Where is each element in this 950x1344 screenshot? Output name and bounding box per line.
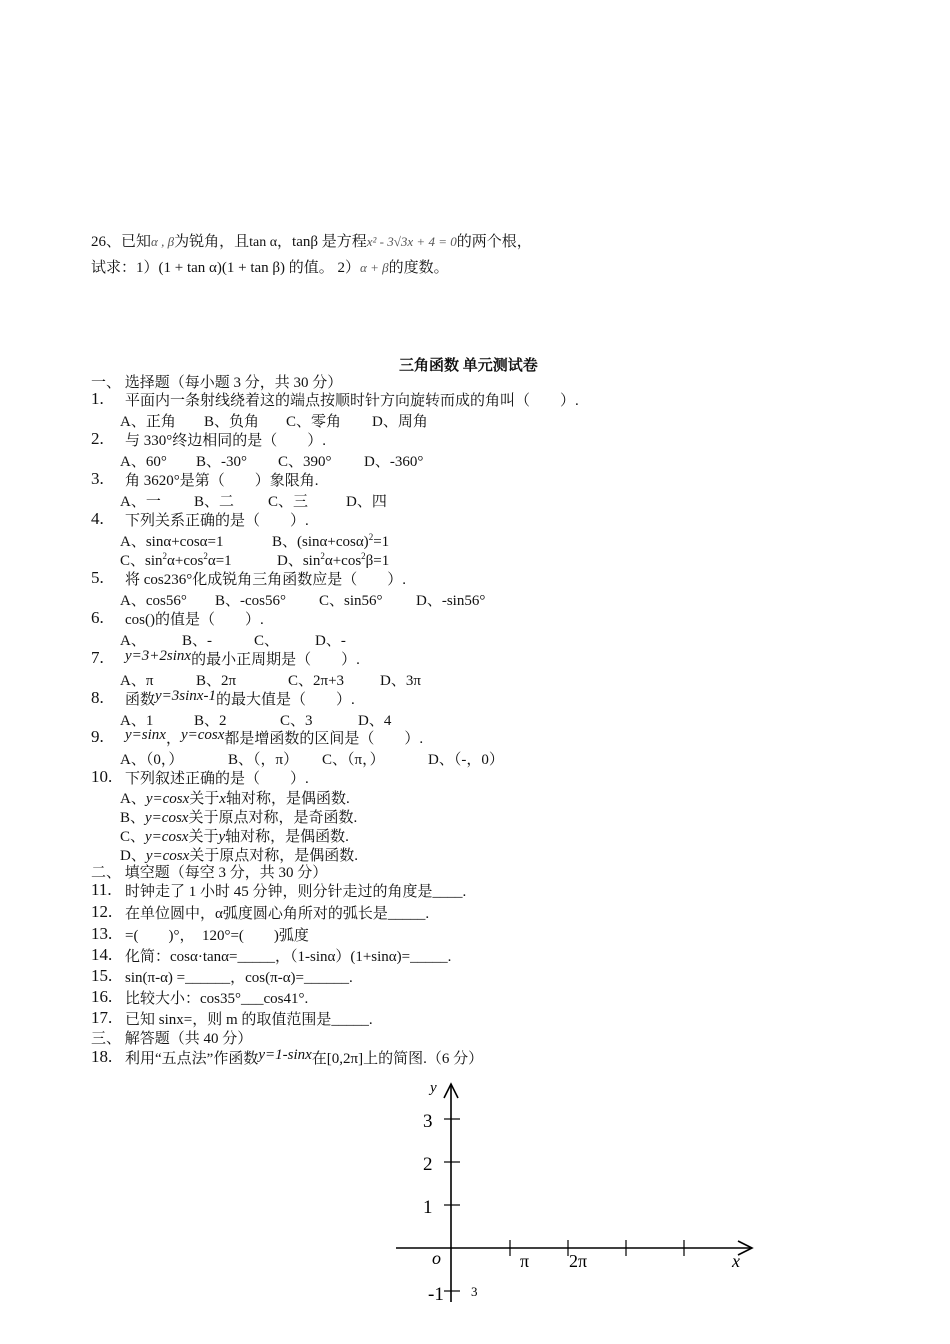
function-expression: y=cosx — [145, 810, 189, 826]
question-5-options — [120, 589, 485, 610]
q26-line1 — [91, 230, 532, 251]
option-d: D、4 — [358, 713, 392, 729]
option-a: A、cos56° — [120, 593, 187, 609]
option-d: D、（-，0） — [428, 752, 504, 768]
option-b: B、2π — [196, 673, 237, 689]
option-text: 关于原点对称，是偶函数. — [189, 848, 359, 864]
question-6 — [91, 608, 264, 629]
option-b: B、二 — [194, 494, 235, 510]
question-4 — [91, 509, 309, 530]
question-text: 平面内一条射线绕着这的端点按顺时针方向旋转而成的角叫（ ）. — [125, 393, 579, 409]
question-7-options — [120, 669, 421, 690]
q26-tan-alpha: tan α — [249, 235, 278, 250]
axis-symbol: y — [218, 829, 226, 845]
section-2-heading: 二、 填空题（每空 3 分，共 30 分） — [91, 865, 328, 881]
function-expression: y=sinx — [125, 727, 166, 743]
question-10-option-c — [120, 825, 349, 846]
q26-text: 的度数。 — [388, 260, 449, 276]
option-a: A、1 — [120, 713, 154, 729]
function-expression: y=cosx — [180, 727, 225, 743]
question-text: 下列关系正确的是（ ）. — [125, 513, 309, 529]
axis-symbol: x — [219, 791, 226, 807]
question-16 — [91, 987, 308, 1008]
option-b-exponent: 2 — [368, 532, 374, 542]
x-tick-label-2pi: 2π — [569, 1251, 588, 1271]
option-c-text: α+cos — [167, 553, 204, 569]
question-number: 4. — [91, 509, 104, 528]
option-b-text: =1 — [373, 534, 390, 550]
question-11 — [91, 880, 466, 901]
q26-sum: α + β — [360, 260, 389, 275]
question-10-option-a — [120, 787, 350, 808]
option-c: C、390° — [278, 454, 332, 470]
option-c: C、（π，） — [322, 752, 385, 768]
option-b: B、- — [182, 633, 213, 649]
question-number: 16. — [91, 987, 113, 1006]
question-9 — [91, 727, 423, 748]
function-expression: y=cosx — [145, 791, 190, 807]
function-expression: y=1-sinx — [258, 1047, 312, 1063]
option-c: C、2π+3 — [288, 673, 345, 689]
question-text: 将 cos236°化成锐角三角函数应是（ ）. — [125, 572, 406, 588]
question-10-option-b — [120, 806, 357, 827]
question-number: 8. — [91, 688, 104, 707]
y-axis-label: y — [430, 1080, 437, 1096]
option-letter: B、 — [120, 810, 146, 826]
option-b: B、-30° — [196, 454, 247, 470]
option-a: A、（0，） — [120, 752, 184, 768]
question-text: 在[0,2π]上的简图.（6 分） — [311, 1051, 484, 1067]
question-4-options-ab — [120, 530, 389, 551]
x-tick-label-pi: π — [520, 1251, 530, 1271]
option-letter: C、 — [120, 829, 146, 845]
question-text: =( )°， 120°=( )弧度 — [125, 928, 309, 944]
option-b-text: B、(sinα+cosα) — [272, 534, 369, 550]
y-tick-label-3: 3 — [423, 1111, 433, 1132]
question-number: 7. — [91, 648, 104, 667]
option-d: D、四 — [346, 494, 387, 510]
question-number: 5. — [91, 568, 104, 587]
y-tick-label-1: 1 — [423, 1197, 433, 1218]
q26-text: ，tanβ 是方程 — [277, 234, 367, 250]
section-3-heading: 三、 解答题（共 40 分） — [91, 1031, 253, 1047]
q26-text: 试求：1）(1 + tan α)(1 + tan β) 的值。 2） — [91, 260, 361, 276]
question-text: 比较大小：cos35°___cos41°. — [125, 991, 309, 1007]
question-6-options — [120, 629, 346, 650]
function-expression: y=cosx — [145, 829, 189, 845]
question-text: 时钟走了 1 小时 45 分钟，则分针走过的角度是____. — [125, 884, 467, 900]
option-text: 轴对称，是偶函数. — [225, 791, 350, 807]
x-axis-label: x — [732, 1251, 740, 1271]
option-c-text: α=1 — [207, 553, 232, 569]
question-number: 13. — [91, 924, 113, 943]
option-b: B、2 — [194, 713, 227, 729]
question-17 — [91, 1008, 373, 1029]
question-12 — [91, 902, 429, 923]
question-text: 角 3620°是第（ ）象限角. — [125, 473, 319, 489]
option-d-text: α+cos — [324, 553, 362, 569]
question-3 — [91, 469, 319, 490]
option-a: A、正角 — [120, 414, 176, 430]
option-a: A、 — [120, 633, 146, 649]
option-d-text: β=1 — [365, 553, 390, 569]
option-d-text: D、sin — [277, 553, 321, 569]
question-3-options — [120, 490, 387, 511]
y-tick-label-neg1: -1 — [428, 1284, 444, 1305]
option-c — [120, 549, 277, 570]
question-4-options-cd — [120, 549, 389, 570]
q26-line2 — [91, 256, 449, 277]
question-number: 3. — [91, 469, 104, 488]
coordinate-axes-graph — [380, 1070, 770, 1310]
question-14 — [91, 945, 451, 966]
question-13 — [91, 924, 309, 945]
question-text: 的最小正周期是（ ）. — [191, 652, 360, 668]
question-8 — [91, 688, 355, 709]
option-d: D、-360° — [364, 454, 424, 470]
section-1-heading: 一、 选择题（每小题 3 分，共 30 分） — [91, 375, 343, 391]
option-c: C、 — [254, 633, 280, 649]
option-letter: D、 — [120, 848, 146, 864]
option-text: 关于 — [189, 791, 220, 807]
question-text: 利用“五点法”作函数 — [125, 1051, 259, 1067]
option-d-exponent: 2 — [361, 551, 366, 561]
option-b: B、（，π） — [228, 752, 299, 768]
option-d: D、- — [315, 633, 346, 649]
question-number: 9. — [91, 727, 104, 746]
option-b: B、负角 — [204, 414, 260, 430]
option-c-exponent: 2 — [203, 551, 208, 561]
question-text: sin(π-α) =______，cos(π-α)=______. — [125, 970, 353, 986]
option-d-exponent: 2 — [320, 551, 325, 561]
option-letter: A、 — [120, 791, 146, 807]
question-18 — [91, 1047, 483, 1068]
option-a: A、sinα+cosα=1 — [120, 534, 224, 550]
page-number: 3 — [471, 1284, 478, 1299]
question-9-options — [120, 748, 504, 769]
question-text: 化简：cosα·tanα=_____，（1-sinα）(1+sinα)=_____. — [125, 949, 452, 965]
function-expression: y=3sinx-1 — [155, 688, 216, 704]
q26-alpha-beta: α , β — [151, 234, 175, 249]
question-7 — [91, 648, 360, 669]
option-d: D、周角 — [372, 414, 428, 430]
option-c: C、三 — [268, 494, 309, 510]
question-15 — [91, 966, 353, 987]
option-d — [277, 549, 389, 570]
q26-text: 的两个根， — [456, 234, 532, 250]
option-b: B、-cos56° — [215, 593, 286, 609]
page-title: 三角函数 单元测试卷 — [399, 358, 538, 374]
option-text: 轴对称，是偶函数. — [225, 829, 349, 845]
option-c-text: C、sin — [120, 553, 163, 569]
question-2 — [91, 429, 326, 450]
origin-label: o — [432, 1248, 441, 1268]
question-1 — [91, 389, 579, 410]
option-a: A、π — [120, 673, 154, 689]
question-2-options — [120, 450, 423, 471]
option-c-exponent: 2 — [162, 551, 168, 561]
option-d: D、-sin56° — [416, 593, 486, 609]
question-text: 下列叙述正确的是（ ）. — [125, 771, 309, 787]
question-number: 2. — [91, 429, 104, 448]
function-expression: y=cosx — [145, 848, 190, 864]
option-c: C、sin56° — [319, 593, 383, 609]
question-number: 11. — [91, 880, 112, 899]
question-1-options — [120, 410, 428, 431]
function-expression: y=3+2sinx — [125, 648, 192, 664]
question-text: 在单位圆中，α弧度圆心角所对的弧长是_____. — [125, 906, 430, 922]
question-text: 与 330°终边相同的是（ ）. — [125, 433, 326, 449]
question-10 — [91, 767, 309, 788]
question-text: 的最大值是（ ）. — [215, 692, 355, 708]
question-text: 已知 sinx=，则 m 的取值范围是_____. — [125, 1012, 373, 1028]
q26-text: 为锐角，且 — [174, 234, 250, 250]
question-text: cos()的值是（ ）. — [125, 612, 264, 628]
option-d: D、3π — [380, 673, 421, 689]
option-a: A、60° — [120, 454, 167, 470]
q26-text: 26、已知 — [91, 234, 152, 250]
q26-equation: x² - 3√3x + 4 = 0 — [366, 234, 457, 249]
question-text: 都是增函数的区间是（ ）. — [224, 731, 424, 747]
question-number: 1. — [91, 389, 104, 408]
option-c: C、零角 — [286, 414, 342, 430]
option-text: 关于原点对称，是奇函数. — [188, 810, 358, 826]
question-number: 10. — [91, 767, 113, 786]
question-number: 15. — [91, 966, 113, 985]
question-5 — [91, 568, 406, 589]
y-tick-label-2: 2 — [423, 1154, 433, 1175]
option-a: A、一 — [120, 494, 161, 510]
question-number: 14. — [91, 945, 113, 964]
question-number: 17. — [91, 1008, 113, 1027]
option-c: C、3 — [280, 713, 313, 729]
question-number: 12. — [91, 902, 113, 921]
question-number: 6. — [91, 608, 104, 627]
question-text: ， — [165, 731, 181, 747]
option-b — [272, 530, 389, 551]
question-number: 18. — [91, 1047, 113, 1066]
question-text: 函数 — [125, 692, 156, 708]
option-text: 关于 — [188, 829, 219, 845]
